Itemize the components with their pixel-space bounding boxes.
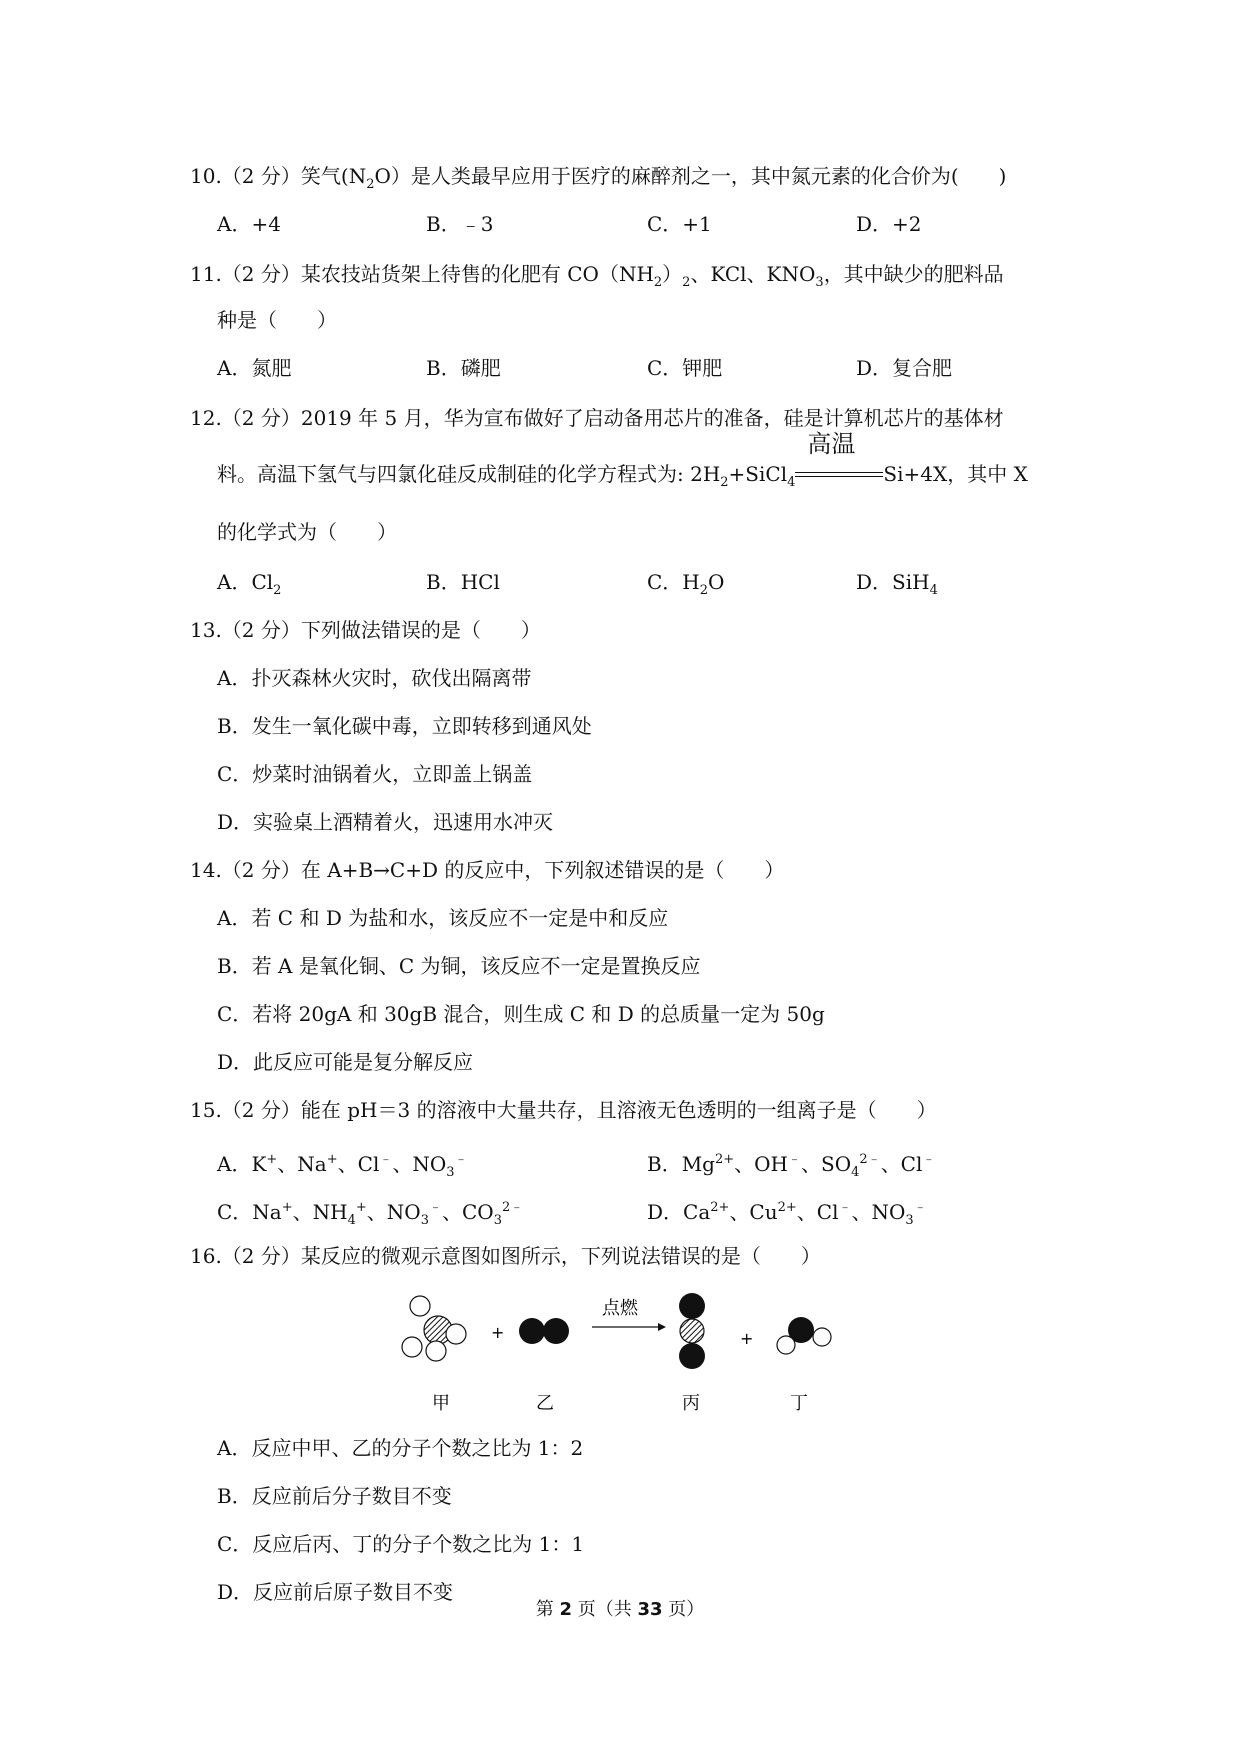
arrow-head [658, 1323, 666, 1331]
q16-option-d: D．反应前后原子数目不变 [217, 1580, 454, 1604]
question-12-equation-line: 料。高温下氢气与四氯化硅反成制硅的化学方程式为: $2H_2+SiCl_4$ 高温 Si+4X，其中 X [217, 430, 1028, 490]
q15-option-a: A．K+、Na+、Cl﹣、$NO_3^﹣$ [217, 1152, 468, 1180]
plus-sign-2: + [740, 1329, 754, 1348]
q16-option-a: A．反应中甲、乙的分子个数之比为 1：2 [217, 1436, 584, 1460]
reaction-micro-diagram [390, 1290, 850, 1420]
molecule-yi [519, 1318, 569, 1344]
q11-option-b: B．磷肥 [426, 356, 501, 380]
question-10-stem: 10.（2 分）笑气$(N_2O)$是人类最早应用于医疗的麻醉剂之一，其中氮元素的化合价为( ) [190, 164, 1007, 192]
q12-option-b: B．HCl [426, 570, 500, 594]
question-12-stem: 12.（2 分）2019 年 5 月，华为宣布做好了启动备用芯片的准备，硅是计算机芯片的基体材 [190, 406, 1004, 430]
question-15-stem: 15.（2 分）能在 pH＝3 的溶液中大量共存，且溶液无色透明的一组离子是（ ） [190, 1098, 937, 1122]
q11-option-c: C．钾肥 [647, 356, 723, 380]
reaction-condition-label: 点燃 [602, 1298, 638, 1319]
q10-option-a: A．+4 [217, 212, 281, 236]
q15-option-d: D．$Ca^{2+}$、$Cu^{2+}$、Cl﹣、$NO_3^﹣$ [647, 1200, 927, 1228]
q10-option-b: B．﹣3 [426, 212, 494, 236]
q13-option-d: D．实验桌上酒精着火，迅速用水冲灭 [217, 810, 554, 834]
page-number: 2 [559, 1599, 572, 1620]
q11-option-d: D．复合肥 [856, 356, 953, 380]
label-bing: 丙 [682, 1393, 700, 1414]
plus-sign-1: + [491, 1323, 505, 1342]
q12-option-c: C．$H_2O$ [647, 570, 725, 598]
label-jia: 甲 [432, 1393, 450, 1414]
q16-option-c: C．反应后丙、丁的分子个数之比为 1：1 [217, 1532, 585, 1556]
q12-option-a: A．$Cl_2$ [217, 570, 282, 598]
q16-option-b: B．反应前后分子数目不变 [217, 1484, 452, 1508]
molecule-ding [777, 1317, 831, 1354]
q13-option-a: A．扑灭森林火灾时，砍伐出隔离带 [217, 666, 532, 690]
q10-option-d: D．+2 [856, 212, 922, 236]
molecule-bing [679, 1293, 705, 1369]
question-16-stem: 16.（2 分）某反应的微观示意图如图所示，下列说法错误的是（ ） [190, 1244, 821, 1268]
question-11-stem: 11.（2 分）某农技站货架上待售的化肥有 $CO(NH_2)_2$、KCl、$KNO_3$，其中缺少的肥料品 [190, 262, 1004, 290]
q11-option-a: A．氮肥 [217, 356, 292, 380]
reaction-condition: 高温 [807, 430, 856, 458]
q10-option-c: C．+1 [647, 212, 712, 236]
q12-option-d: D．SiH$_4$ [856, 570, 938, 598]
q14-option-d: D．此反应可能是复分解反应 [217, 1050, 474, 1074]
q14-option-c: C．若将 20gA 和 30gB 混合，则生成 C 和 D 的总质量一定为 50g [217, 1002, 825, 1026]
question-14-stem: 14.（2 分）在 A+B→C+D 的反应中，下列叙述错误的是（ ） [190, 858, 785, 882]
question-12-stem-cont: 的化学式为（ ） [217, 520, 397, 544]
q14-option-b: B．若 A 是氧化铜、C 为铜，该反应不一定是置换反应 [217, 954, 701, 978]
q13-option-b: B．发生一氧化碳中毒，立即转移到通风处 [217, 714, 592, 738]
page-footer: 第 2 页（共 33 页） [535, 1599, 705, 1620]
page-total: 33 [637, 1599, 663, 1620]
label-ding: 丁 [790, 1393, 808, 1414]
q14-option-a: A．若 C 和 D 为盐和水，该反应不一定是中和反应 [217, 906, 669, 930]
q15-option-b: B．$Mg^{2+}$、OH﹣、$SO_4^{2﹣}$、Cl﹣ [647, 1152, 936, 1180]
reaction-condition-arrow [795, 430, 883, 488]
q15-option-c: C．Na+、$NH_4^+$、$NO_3^﹣$、$CO_3^{2﹣}$ [217, 1200, 524, 1228]
question-13-stem: 13.（2 分）下列做法错误的是（ ） [190, 618, 541, 642]
question-11-stem-cont: 种是（ ） [217, 308, 337, 332]
q13-option-c: C．炒菜时油锅着火，立即盖上锅盖 [217, 762, 533, 786]
label-yi: 乙 [536, 1393, 554, 1414]
molecule-jia [402, 1296, 466, 1361]
